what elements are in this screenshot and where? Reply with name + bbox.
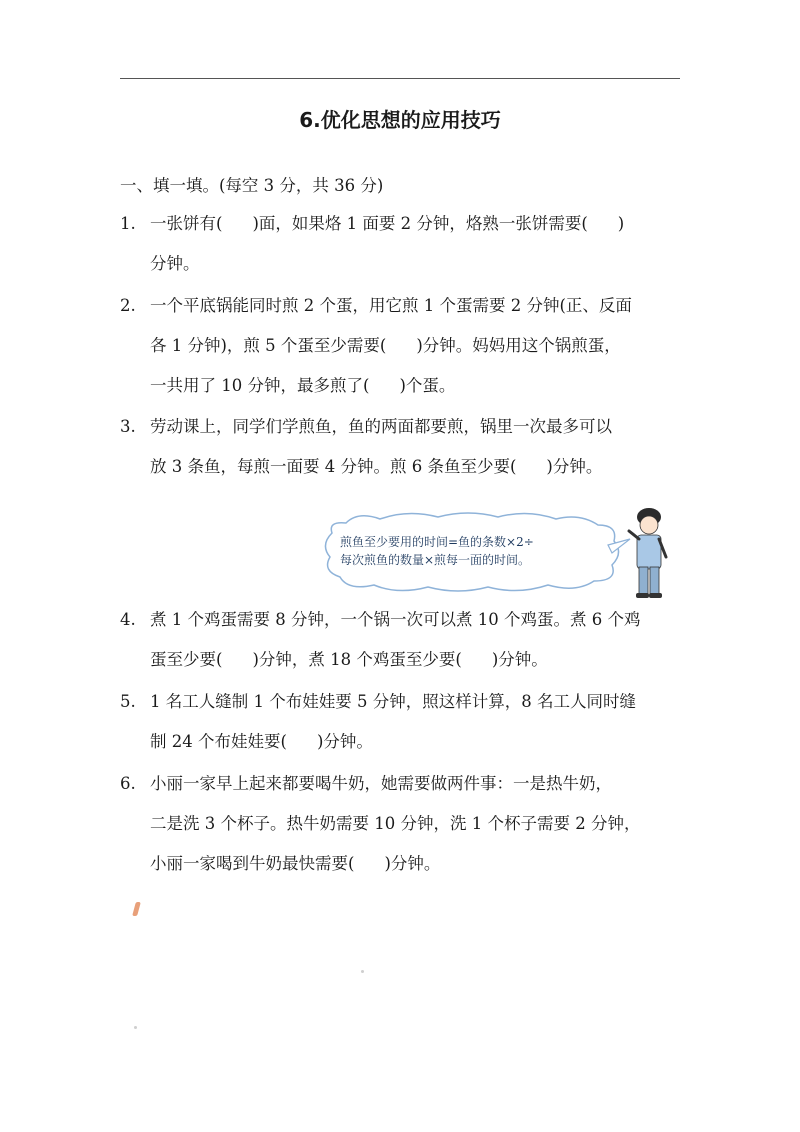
question-number: 3. bbox=[120, 417, 136, 436]
question-number: 2. bbox=[120, 296, 136, 315]
question-line bbox=[150, 286, 685, 326]
question-text: 一张饼有( bbox=[150, 214, 223, 233]
header-rule bbox=[120, 78, 680, 79]
stray-mark bbox=[134, 1026, 137, 1029]
question-text: 1 名工人缝制 1 个布娃娃要 5 分钟，照这样计算，8 名工人同时缝 bbox=[150, 692, 636, 711]
question-body bbox=[150, 682, 685, 762]
question-3 bbox=[120, 407, 685, 487]
question-line bbox=[150, 682, 685, 722]
question-line bbox=[150, 640, 685, 680]
question-text: )分钟。 bbox=[316, 732, 373, 751]
question-number: 1. bbox=[120, 214, 136, 233]
question-6 bbox=[120, 764, 685, 884]
question-line bbox=[150, 764, 685, 804]
page-title: 6.优化思想的应用技巧 bbox=[299, 108, 501, 132]
question-text: )分钟。 bbox=[546, 457, 603, 476]
tip-line: 煎鱼至少要用的时间=鱼的条数×2÷ bbox=[340, 535, 534, 549]
question-body bbox=[150, 286, 685, 406]
question-line bbox=[150, 844, 685, 884]
question-text: 分钟。 bbox=[150, 254, 200, 273]
question-line bbox=[150, 326, 685, 366]
question-body bbox=[150, 407, 685, 487]
question-text: 一共用了 10 分钟，最多煎了( bbox=[150, 376, 370, 395]
question-line bbox=[150, 407, 685, 447]
student-figure-icon bbox=[629, 508, 666, 598]
question-line bbox=[150, 366, 685, 406]
question-text: 各 1 分钟)，煎 5 个蛋至少需要( bbox=[150, 336, 387, 355]
question-line bbox=[150, 447, 685, 487]
question-text: 一个平底锅能同时煎 2 个蛋，用它煎 1 个蛋需要 2 分钟(正、反面 bbox=[150, 296, 632, 315]
tip-line: 每次煎鱼的数量×煎每一面的时间。 bbox=[340, 553, 531, 567]
question-line bbox=[150, 804, 685, 844]
question-body bbox=[150, 204, 685, 284]
question-line bbox=[150, 244, 685, 284]
stray-mark bbox=[132, 902, 141, 916]
question-text: ) bbox=[617, 214, 625, 233]
question-text: )分钟。妈妈用这个锅煎蛋， bbox=[416, 336, 621, 355]
question-line bbox=[150, 722, 685, 762]
section-heading: 一、填一填。(每空 3 分，共 36 分) bbox=[120, 176, 384, 195]
question-text: )分钟。 bbox=[384, 854, 441, 873]
question-1 bbox=[120, 204, 685, 284]
question-2 bbox=[120, 286, 685, 406]
question-number: 5. bbox=[120, 692, 136, 711]
question-line bbox=[150, 600, 685, 640]
question-4 bbox=[120, 600, 685, 680]
question-line bbox=[150, 204, 685, 244]
question-text: 放 3 条鱼，每煎一面要 4 分钟。煎 6 条鱼至少要( bbox=[150, 457, 517, 476]
question-text: 小丽一家喝到牛奶最快需要( bbox=[150, 854, 355, 873]
question-text: 小丽一家早上起来都要喝牛奶，她需要做两件事：一是热牛奶， bbox=[150, 774, 612, 793]
question-text: )分钟，煮 18 个鸡蛋至少要( bbox=[252, 650, 462, 669]
question-text: 制 24 个布娃娃要( bbox=[150, 732, 287, 751]
tip-text bbox=[340, 533, 610, 569]
question-text: 二是洗 3 个杯子。热牛奶需要 10 分钟，洗 1 个杯子需要 2 分钟， bbox=[150, 814, 641, 833]
question-body bbox=[150, 600, 685, 680]
question-text: 煮 1 个鸡蛋需要 8 分钟，一个锅一次可以煮 10 个鸡蛋。煮 6 个鸡 bbox=[150, 610, 641, 629]
question-text: )分钟。 bbox=[491, 650, 548, 669]
question-number: 4. bbox=[120, 610, 136, 629]
question-number: 6. bbox=[120, 774, 136, 793]
question-body bbox=[150, 764, 685, 884]
question-5 bbox=[120, 682, 685, 762]
question-text: 蛋至少要( bbox=[150, 650, 223, 669]
stray-mark bbox=[361, 970, 364, 973]
tip-callout bbox=[318, 505, 678, 600]
question-text: )面，如果烙 1 面要 2 分钟，烙熟一张饼需要( bbox=[252, 214, 588, 233]
question-text: 劳动课上，同学们学煎鱼，鱼的两面都要煎，锅里一次最多可以 bbox=[150, 417, 612, 436]
question-text: )个蛋。 bbox=[399, 376, 456, 395]
